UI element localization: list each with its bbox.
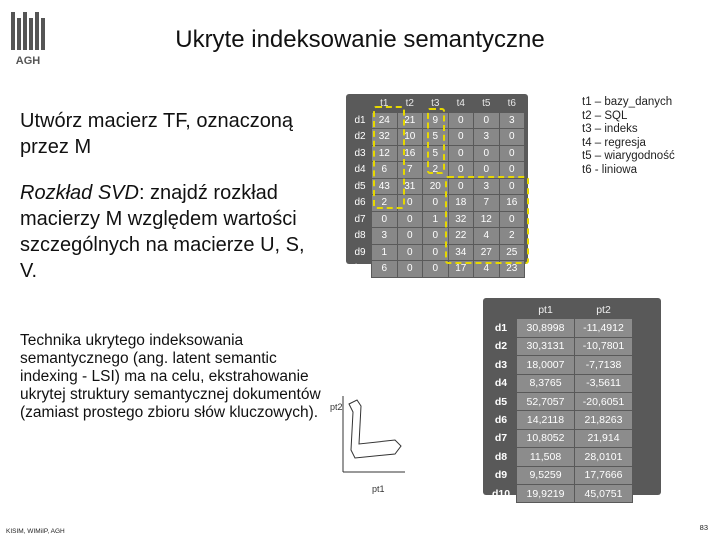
highlight-cluster-1 xyxy=(373,106,405,209)
pt-cell: -20,6051 xyxy=(575,392,633,410)
pt-row-label: d8 xyxy=(494,450,508,463)
svd-term: Rozkład SVD xyxy=(20,182,139,204)
tf-cell: 2 xyxy=(372,195,398,212)
tf-cell: 6 xyxy=(372,261,398,278)
slide-title: Ukryte indeksowanie semantyczne xyxy=(175,26,545,53)
tf-cell: 23 xyxy=(499,261,525,278)
plot-y-label: pt2 xyxy=(330,402,343,412)
tf-cell: 3 xyxy=(474,129,500,146)
pt-projection-table xyxy=(486,300,633,503)
tf-cell: 25 xyxy=(499,244,525,261)
tf-cell: 0 xyxy=(448,162,474,179)
term-legend xyxy=(582,96,694,192)
tf-column-header: t2 xyxy=(405,98,414,110)
tf-cell: 0 xyxy=(474,162,500,179)
page-number: 83 xyxy=(699,523,708,532)
pt-row-label: d2 xyxy=(494,340,508,353)
tf-row-label: d4 xyxy=(354,164,366,176)
tf-cell: 20 xyxy=(423,178,449,195)
tf-cell: 7 xyxy=(397,162,423,179)
pt-cell: -10,7801 xyxy=(575,337,633,355)
pt-cell: 30,8998 xyxy=(517,319,575,337)
tf-cell: 17 xyxy=(448,261,474,278)
tf-cell: 0 xyxy=(448,145,474,162)
tf-cell: 31 xyxy=(397,178,423,195)
pt-row-label: d1 xyxy=(494,322,508,335)
pt-column-header: pt2 xyxy=(575,301,633,319)
legend-item: t3 – indeks xyxy=(582,123,638,135)
tf-cell: 9 xyxy=(423,112,449,129)
tf-cell: 1 xyxy=(423,211,449,228)
tf-cell: 3 xyxy=(499,112,525,129)
tf-cell: 0 xyxy=(499,178,525,195)
tf-cell: 4 xyxy=(474,261,500,278)
svd-description: : znajdź rozkład macierzy M względem wartości szczególnych na macierze U, S, V. xyxy=(20,182,305,282)
tf-cell: 2 xyxy=(499,228,525,245)
pt-cell: 10,8052 xyxy=(517,429,575,447)
tf-cell: 4 xyxy=(474,228,500,245)
tf-cell: 10 xyxy=(397,129,423,146)
pt-row-label: d3 xyxy=(494,358,508,371)
pt-row-label: d7 xyxy=(494,432,508,445)
pt-row-label: d10 xyxy=(491,487,511,500)
tf-cell: 0 xyxy=(423,228,449,245)
tf-row-label: d3 xyxy=(354,147,366,159)
pt-row xyxy=(486,466,633,484)
tf-row-label: d6 xyxy=(354,197,366,209)
tf-row-label: d2 xyxy=(354,131,366,143)
pt-row xyxy=(486,356,633,374)
legend-item: t1 – bazy_danych xyxy=(582,96,673,108)
footer-institution: KISIM, WIMiIP, AGH xyxy=(6,528,65,535)
tf-cell: 5 xyxy=(423,145,449,162)
tf-cell: 3 xyxy=(372,228,398,245)
pt-cell: 28,0101 xyxy=(575,448,633,466)
legend-item: t5 – wiarygodność xyxy=(582,150,675,162)
tf-cell: 12 xyxy=(372,145,398,162)
tf-cell: 5 xyxy=(423,129,449,146)
tf-column-header: t6 xyxy=(507,98,516,110)
pt-row xyxy=(486,448,633,466)
tf-cell: 0 xyxy=(423,244,449,261)
pt-cell: 52,7057 xyxy=(517,392,575,410)
pt-row-label: d9 xyxy=(494,469,508,482)
pt-row-label: d6 xyxy=(494,414,508,427)
pt-cell: 8,3765 xyxy=(517,374,575,392)
pt-cell: -7,7138 xyxy=(575,356,633,374)
pt-cell: 21,914 xyxy=(575,429,633,447)
tf-cell: 7 xyxy=(474,195,500,212)
tf-cell: 32 xyxy=(372,129,398,146)
pt-cell: 18,0007 xyxy=(517,356,575,374)
lsi-description: Technika ukrytego indeksowania semantycznego (ang. latent semantic indexing - LSI) ma na celu, ekstrahowanie ukrytej struktury semantycznej dokumentów (zamiast prostego zbioru słów kluczowych). xyxy=(20,332,321,421)
tf-cell: 2 xyxy=(423,162,449,179)
pt-corner xyxy=(486,301,517,319)
tf-cell: 32 xyxy=(448,211,474,228)
pt-cell: 9,5259 xyxy=(517,466,575,484)
highlight-cluster-3 xyxy=(445,176,529,264)
tf-column-header: t4 xyxy=(456,98,465,110)
pt-cell: -3,5611 xyxy=(575,374,633,392)
tf-row-label: d10 xyxy=(351,263,369,275)
pt-cell: 19,9219 xyxy=(517,484,575,502)
legend-item: t6 - liniowa xyxy=(582,163,637,176)
step-svd xyxy=(20,180,325,284)
pt-cell: 11,508 xyxy=(517,448,575,466)
tf-cell: 0 xyxy=(372,211,398,228)
tf-cell: 0 xyxy=(474,112,500,129)
tf-cell: 22 xyxy=(448,228,474,245)
pt-row xyxy=(486,374,633,392)
legend-item: t4 – regresja xyxy=(582,136,646,149)
tf-row-label: d8 xyxy=(354,230,366,242)
pt-table xyxy=(483,298,661,500)
tf-column-header: t1 xyxy=(380,98,389,110)
tf-cell: 0 xyxy=(474,145,500,162)
tf-corner xyxy=(349,96,372,112)
pt-cell: 21,8263 xyxy=(575,411,633,429)
pt-cell: 30,3131 xyxy=(517,337,575,355)
pt-row xyxy=(486,429,633,447)
pt-cell: 17,7666 xyxy=(575,466,633,484)
tf-cell: 0 xyxy=(448,129,474,146)
pt-cell: 14,2118 xyxy=(517,411,575,429)
tf-column-header: t3 xyxy=(431,98,440,110)
tf-cell: 0 xyxy=(397,195,423,212)
step-create-matrix: Utwórz macierz TF, oznaczoną przez M xyxy=(20,110,294,158)
pt-row xyxy=(486,337,633,355)
tf-column-header: t5 xyxy=(482,98,491,110)
tf-cell: 16 xyxy=(397,145,423,162)
tf-cell: 1 xyxy=(372,244,398,261)
pt-header-row xyxy=(486,301,633,319)
pt-cell: 45,0751 xyxy=(575,484,633,502)
tf-cell: 0 xyxy=(397,244,423,261)
tf-cell: 0 xyxy=(397,261,423,278)
tf-cell: 16 xyxy=(499,195,525,212)
tf-cell: 12 xyxy=(474,211,500,228)
tf-row-label: d5 xyxy=(354,180,366,192)
tf-cell: 6 xyxy=(372,162,398,179)
tf-cell: 0 xyxy=(423,261,449,278)
tf-cell: 43 xyxy=(372,178,398,195)
tf-cell: 27 xyxy=(474,244,500,261)
tf-cell: 0 xyxy=(448,178,474,195)
pt-column-header: pt1 xyxy=(517,301,575,319)
legend-item: t2 – SQL xyxy=(582,109,628,122)
svg-text:AGH: AGH xyxy=(15,55,41,66)
pt-row-label: d5 xyxy=(494,395,508,408)
pt-row xyxy=(486,411,633,429)
tf-cell: 0 xyxy=(397,228,423,245)
tf-cell: 3 xyxy=(474,178,500,195)
pt-row xyxy=(486,319,633,337)
highlight-cluster-2 xyxy=(427,108,445,174)
plot-cluster-outline xyxy=(349,400,401,458)
pt-row xyxy=(486,484,633,502)
tf-cell: 0 xyxy=(423,195,449,212)
tf-cell: 24 xyxy=(372,112,398,129)
tf-cell: 18 xyxy=(448,195,474,212)
tf-cell: 0 xyxy=(397,211,423,228)
plot-x-label: pt1 xyxy=(372,484,385,494)
pt-cell: -11,4912 xyxy=(575,319,633,337)
tf-cell: 21 xyxy=(397,112,423,129)
tf-cell: 0 xyxy=(448,112,474,129)
tf-row-label: d7 xyxy=(354,213,366,225)
tf-cell: 0 xyxy=(499,162,525,179)
tf-cell: 34 xyxy=(448,244,474,261)
tf-row-label: d9 xyxy=(354,246,366,258)
tf-cell: 0 xyxy=(499,211,525,228)
pt-row xyxy=(486,392,633,410)
tf-cell: 0 xyxy=(499,129,525,146)
tf-cell: 0 xyxy=(499,145,525,162)
tf-row-label: d1 xyxy=(354,114,366,126)
pt-row-label: d4 xyxy=(494,377,508,390)
